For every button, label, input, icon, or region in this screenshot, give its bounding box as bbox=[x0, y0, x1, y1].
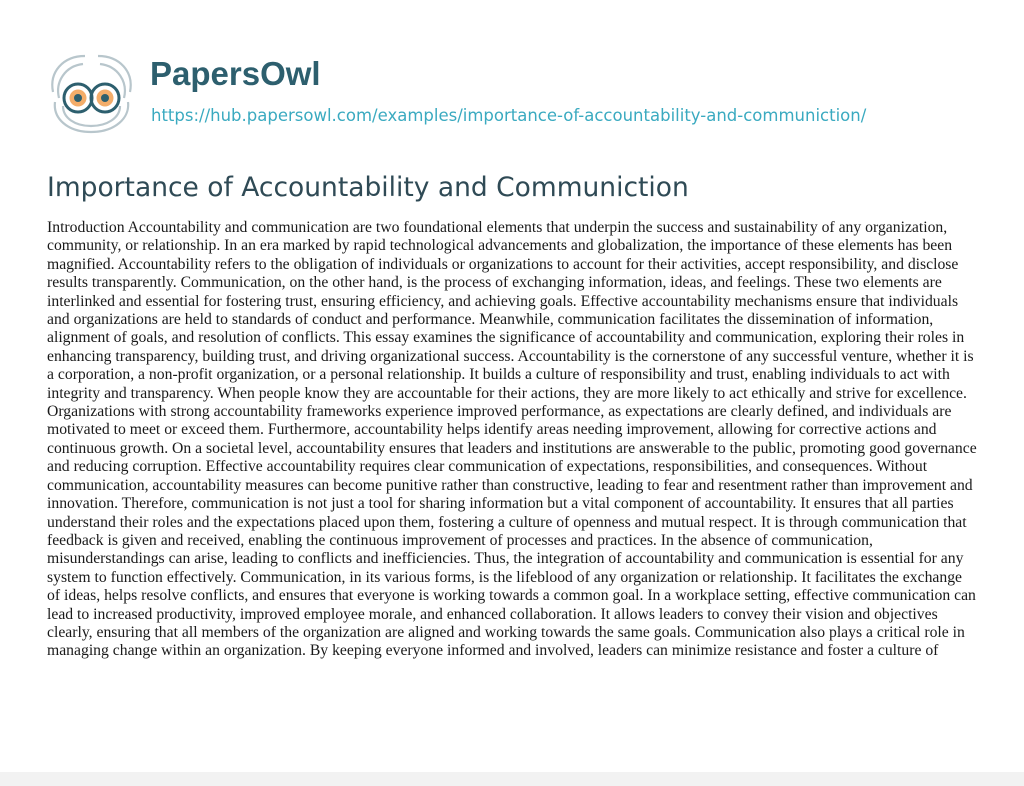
source-url-link[interactable]: https://hub.papersowl.com/examples/importance-of-accountability-and-communiction/ bbox=[151, 106, 867, 125]
essay-body-text: Introduction Accountability and communication are two foundational elements that underpin the success and sustainability of any organization, community, or relationship. In an era marked by rapid technological advancements and globalization, the importance of these elements has been magnified. Accountability refers to the obligation of individuals or organizations to account for their activities, accept responsibility, and disclose results transparently. Communication, on the other hand, is the process of exchanging information, ideas, and feelings. These two elements are interlinked and essential for fostering trust, ensuring efficiency, and achieving goals. Effective accountability mechanisms ensure that individuals and organizations are held to standards of conduct and performance. Meanwhile, communication facilitates the dissemination of information, alignment of goals, and resolution of conflicts. This essay examines the significance of accountability and communication, exploring their roles in enhancing transparency, building trust, and driving organizational success. Accountability is the cornerstone of any successful venture, whether it is a corporation, a non-profit organization, or a personal relationship. It builds a culture of responsibility and trust, enabling individuals to act with integrity and transparency. When people know they are accountable for their actions, they are more likely to act ethically and strive for excellence. Organizations with strong accountability frameworks experience improved performance, as expectations are clearly defined, and individuals are motivated to meet or exceed them. Furthermore, accountability helps identify areas needing improvement, allowing for corrective actions and continuous growth. On a societal level, accountability ensures that leaders and institutions are answerable to the public, promoting good governance and reducing corruption. Effective accountability requires clear communication of expectations, responsibilities, and consequences. Without communication, accountability measures can become punitive rather than constructive, leading to fear and resentment rather than improvement and innovation. Therefore, communication is not just a tool for sharing information but a vital component of accountability. It ensures that all parties understand their roles and the expectations placed upon them, fostering a culture of openness and mutual respect. It is through communication that feedback is given and received, enabling the continuous improvement of processes and practices. In the absence of communication, misunderstandings can arise, leading to conflicts and inefficiencies. Thus, the integration of accountability and communication is essential for any system to function effectively. Communication, in its various forms, is the lifeblood of any organization or relationship. It facilitates the exchange of ideas, helps resolve conflicts, and ensures that everyone is working towards a common goal. In a workplace setting, effective communication can lead to increased productivity, improved employee morale, and enhanced collaboration. It allows leaders to convey their vision and objectives clearly, ensuring that all members of the organization are aligned and working towards the same goals. Communication also plays a critical role in managing change within an organization. By keeping everyone informed and involved, leaders can minimize resistance and foster a culture of bbox=[47, 219, 977, 660]
owl-eyes-icon bbox=[45, 48, 138, 136]
page-title: Importance of Accountability and Communiction bbox=[47, 172, 689, 203]
brand-name: PapersOwl bbox=[150, 55, 321, 92]
page-footer-divider bbox=[0, 772, 1024, 786]
